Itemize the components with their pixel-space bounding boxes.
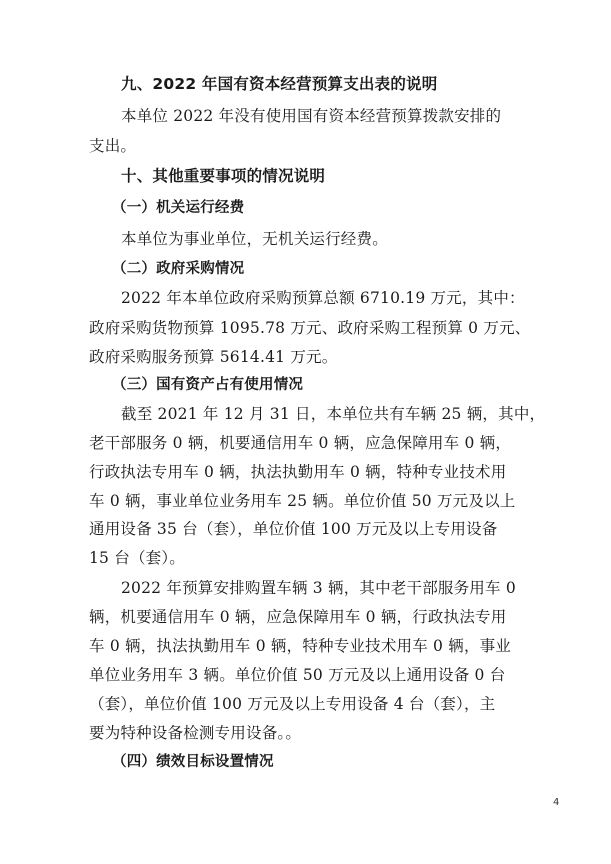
subsection-1-title: （一）机关运行经费 — [112, 200, 245, 216]
subsection-4-title: （四）绩效目标设置情况 — [112, 754, 274, 770]
subsection-3-para-2-line-4: 单位业务用车 3 辆。单位价值 50 万元及以上通用设备 0 台 — [89, 666, 506, 684]
subsection-2-body-line-1: 2022 年本单位政府采购预算总额 6710.19 万元，其中： — [121, 289, 525, 307]
subsection-3-para-2-line-1: 2022 年预算安排购置车辆 3 辆，其中老干部服务用车 0 — [121, 579, 516, 597]
subsection-3-para-2-line-3: 车 0 辆，执法执勤用车 0 辆，特种专业技术用车 0 辆，事业 — [89, 637, 512, 655]
subsection-3-para-1-line-5: 通用设备 35 台（套），单位价值 100 万元及以上专用设备 — [89, 520, 498, 538]
subsection-3-para-2-line-6: 要为特种设备检测专用设备。。 — [89, 724, 302, 742]
subsection-3-para-2-line-5: （套），单位价值 100 万元及以上专用设备 4 台（套），主 — [89, 695, 496, 713]
section-9-body-line-2: 支出。 — [89, 137, 137, 155]
subsection-1-body-line-1: 本单位为事业单位，无机关运行经费。 — [121, 230, 388, 248]
subsection-3-para-1-line-1: 截至 2021 年 12 月 31 日，本单位共有车辆 25 辆，其中， — [121, 405, 546, 423]
page-number: 4 — [553, 797, 560, 808]
section-9-body-line-1: 本单位 2022 年没有使用国有资本经营预算拨款安排的 — [121, 107, 502, 125]
subsection-2-body-line-2: 政府采购货物预算 1095.78 万元、政府采购工程预算 0 万元、 — [89, 319, 531, 337]
subsection-3-para-1-line-3: 行政执法专用车 0 辆，执法执勤用车 0 辆，特种专业技术用 — [89, 463, 507, 481]
section-10-title: 十、其他重要事项的情况说明 — [121, 167, 326, 185]
subsection-3-title: （三）国有资产占有使用情况 — [112, 377, 304, 393]
subsection-2-title: （二）政府采购情况 — [112, 261, 245, 277]
subsection-3-para-1-line-6: 15 台（套）。 — [89, 549, 186, 567]
subsection-3-para-2-line-2: 辆，机要通信用车 0 辆，应急保障用车 0 辆，行政执法专用 — [89, 608, 507, 626]
subsection-2-body-line-3: 政府采购服务预算 5614.41 万元。 — [89, 348, 338, 366]
subsection-3-para-1-line-2: 老干部服务 0 辆，机要通信用车 0 辆，应急保障用车 0 辆， — [89, 434, 512, 452]
section-9-title: 九、2022 年国有资本经营预算支出表的说明 — [121, 75, 438, 93]
subsection-3-para-1-line-4: 车 0 辆，事业单位业务用车 25 辆。单位价值 50 万元及以上 — [89, 492, 516, 510]
